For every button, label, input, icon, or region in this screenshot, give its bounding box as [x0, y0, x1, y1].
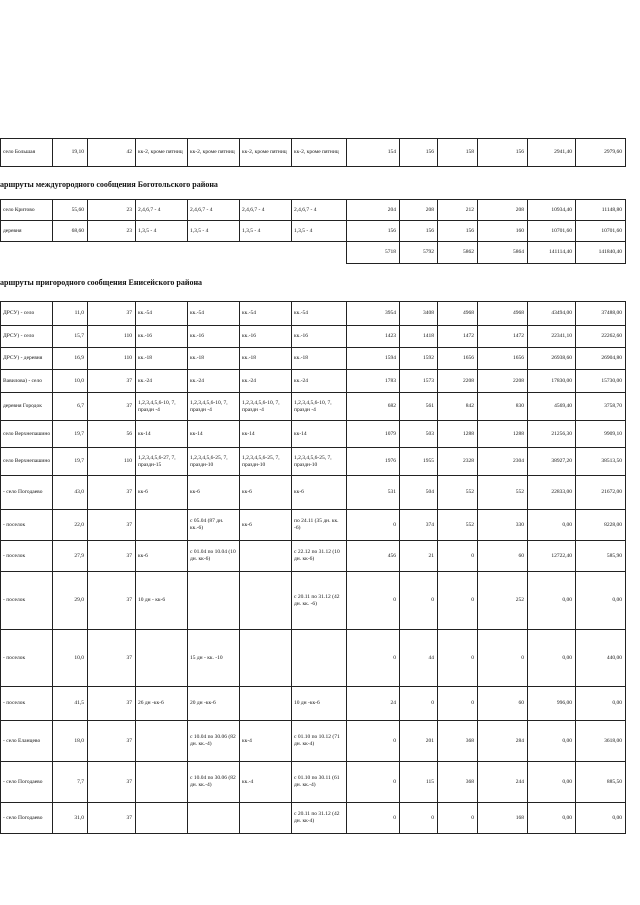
table-cell: 12722,40 — [528, 541, 576, 572]
table-cell: 15,7 — [53, 326, 88, 348]
total-cell: 5864 — [478, 242, 528, 264]
table-cell: 2,4,6,7 - 4 — [188, 200, 240, 221]
table-cell: 374 — [400, 510, 438, 541]
table-cell: 37 — [88, 803, 136, 834]
table-cell: 1656 — [438, 348, 478, 370]
table-cell: 552 — [478, 476, 528, 510]
table-row — [1, 541, 626, 572]
table-cell: 10 дн - кк-6 — [136, 572, 188, 630]
table-cell: 4968 — [438, 302, 478, 326]
table-cell: 1592 — [400, 348, 438, 370]
total-cell: 5718 — [347, 242, 400, 264]
table-row — [1, 687, 626, 721]
table-cell: 440,00 — [576, 630, 626, 687]
table-cell: 24 — [347, 687, 400, 721]
table-cell — [136, 762, 188, 803]
route-name-cell: - поселок — [1, 541, 53, 572]
table-cell: 252 — [478, 572, 528, 630]
table-cell: 10934,40 — [528, 200, 576, 221]
table-cell: с 01.04 по 10.04 (10 дн. кк-6) — [188, 541, 240, 572]
table-cell: 115 — [400, 762, 438, 803]
table-cell: 156 — [478, 139, 528, 167]
table-cell: 110 — [88, 448, 136, 476]
table-cell: 41,5 — [53, 687, 88, 721]
table-cell: с 05.04 (87 дн. кк.-6) — [188, 510, 240, 541]
table-row — [1, 630, 626, 687]
table-cell: 37488,00 — [576, 302, 626, 326]
table-cell: 1,2,3,4,5,6-27, 7, праздн-15 — [136, 448, 188, 476]
table-cell: 1,2,3,4,5,6-25, 7, праздн-10 — [292, 448, 347, 476]
table-cell: 682 — [347, 393, 400, 421]
total-cell: 141840,40 — [576, 242, 626, 264]
table-cell: 3618,00 — [576, 721, 626, 762]
table-cell: кк.-16 — [188, 326, 240, 348]
table-cell: 9909,10 — [576, 421, 626, 448]
table-cell: 0,00 — [576, 803, 626, 834]
table-cell: с 10.04 по 30.06 (82 дн. кк.-4) — [188, 721, 240, 762]
table-cell: 368 — [438, 721, 478, 762]
totals-row — [1, 242, 626, 264]
table-cell: 208 — [400, 200, 438, 221]
table-cell: кк-2, кроме пятниц — [188, 139, 240, 167]
table-cell: 1573 — [400, 370, 438, 393]
route-name-cell: ДРСУ) - деревня — [1, 348, 53, 370]
route-name-cell: - село Погодаево — [1, 476, 53, 510]
table-cell: кк.-16 — [240, 326, 292, 348]
table-cell: 561 — [400, 393, 438, 421]
table-cell: 2208 — [438, 370, 478, 393]
table-cell: 2941,40 — [528, 139, 576, 167]
table-cell: кк.-18 — [136, 348, 188, 370]
table-cell: 4569,40 — [528, 393, 576, 421]
table-cell: 44 — [400, 630, 438, 687]
table-cell: 37 — [88, 572, 136, 630]
table-cell: 204 — [347, 200, 400, 221]
table-cell: 4968 — [478, 302, 528, 326]
table-cell: 42 — [88, 139, 136, 167]
table-cell: 503 — [400, 421, 438, 448]
table-cell: 27,9 — [53, 541, 88, 572]
table-cell: 26938,60 — [528, 348, 576, 370]
table-cell: кк.-16 — [136, 326, 188, 348]
table-cell — [240, 541, 292, 572]
table-cell: 2979,60 — [576, 139, 626, 167]
table-cell: 156 — [438, 221, 478, 242]
table-cell: 37 — [88, 510, 136, 541]
table-cell: 168 — [478, 803, 528, 834]
table-cell: 1,2,3,4,5,6-10, 7, праздн -4 — [240, 393, 292, 421]
table-cell: 43,0 — [53, 476, 88, 510]
table-cell: 3954 — [347, 302, 400, 326]
table-cell: 0 — [347, 803, 400, 834]
table-cell: кк-6 — [136, 541, 188, 572]
table-cell: 1079 — [347, 421, 400, 448]
table-cell: 23 — [88, 221, 136, 242]
table-cell: кк.-18 — [188, 348, 240, 370]
table-cell: 0 — [347, 630, 400, 687]
table-cell: 0 — [347, 510, 400, 541]
table-row — [1, 421, 626, 448]
section3-heading: аршруты пригородного сообщения Енисейского района — [0, 278, 203, 287]
route-name-cell: село Верхнепашино — [1, 421, 53, 448]
table-cell: 22341,10 — [528, 326, 576, 348]
table-cell: кк.-54 — [188, 302, 240, 326]
table-cell — [136, 803, 188, 834]
table-cell: 1,3,5 - 4 — [136, 221, 188, 242]
table-cell: 1976 — [347, 448, 400, 476]
table-row — [1, 326, 626, 348]
table-cell — [136, 510, 188, 541]
table-cell: 110 — [88, 326, 136, 348]
table-cell: 60 — [478, 541, 528, 572]
route-name-cell: Вавилова) - село — [1, 370, 53, 393]
table-cell — [292, 630, 347, 687]
table-row — [1, 572, 626, 630]
table-cell: 1423 — [347, 326, 400, 348]
table-cell: 0 — [478, 630, 528, 687]
table-cell: 10701,60 — [576, 221, 626, 242]
table-cell: 1,3,5 - 4 — [292, 221, 347, 242]
table-cell: 22262,60 — [576, 326, 626, 348]
table-cell — [240, 687, 292, 721]
table-cell: 16,9 — [53, 348, 88, 370]
table-cell: 0,00 — [576, 687, 626, 721]
table-cell: с 10.04 по 30.06 (82 дн. кк.-4) — [188, 762, 240, 803]
table-cell: 1472 — [438, 326, 478, 348]
table-cell: 2208 — [478, 370, 528, 393]
table-cell: 31,0 — [53, 803, 88, 834]
table-cell: 60 — [478, 687, 528, 721]
table-row — [1, 510, 626, 541]
table-cell: 38513,50 — [576, 448, 626, 476]
table-cell: 830 — [478, 393, 528, 421]
table-cell: кк-4 — [240, 721, 292, 762]
table-row — [1, 803, 626, 834]
table-row — [1, 448, 626, 476]
table-cell: 1656 — [478, 348, 528, 370]
table-cell: 8228,00 — [576, 510, 626, 541]
table-cell: с 01.10 по 30.11 (61 дн. кк.-4) — [292, 762, 347, 803]
table-row — [1, 200, 626, 221]
table-cell: 11148,80 — [576, 200, 626, 221]
table-row — [1, 348, 626, 370]
table-cell: 996,00 — [528, 687, 576, 721]
route-name-cell: ДРСУ) - село — [1, 326, 53, 348]
table-cell: 20 дн -кк-6 — [188, 687, 240, 721]
table-row — [1, 762, 626, 803]
table-cell: 37 — [88, 721, 136, 762]
table-cell: 43494,00 — [528, 302, 576, 326]
table-cell: 212 — [438, 200, 478, 221]
table-cell: 158 — [438, 139, 478, 167]
table-section2 — [0, 199, 626, 264]
table-cell: 1955 — [400, 448, 438, 476]
table-cell: 0 — [347, 721, 400, 762]
table-cell: кк-2, кроме пятниц — [240, 139, 292, 167]
table-cell: 37 — [88, 302, 136, 326]
table-cell: 2304 — [478, 448, 528, 476]
table-cell: 21672,00 — [576, 476, 626, 510]
table-cell: кк.-24 — [292, 370, 347, 393]
table-cell: 37 — [88, 370, 136, 393]
table-cell: 1,3,5 - 4 — [240, 221, 292, 242]
table-cell: 0,00 — [528, 721, 576, 762]
table-cell: 885,50 — [576, 762, 626, 803]
table-cell: кк.-4 — [240, 762, 292, 803]
table-cell: 154 — [347, 139, 400, 167]
table-cell: 19,7 — [53, 448, 88, 476]
route-name-cell: деревня Городок — [1, 393, 53, 421]
table-cell: 842 — [438, 393, 478, 421]
table-cell — [136, 721, 188, 762]
table-cell: 23 — [88, 200, 136, 221]
table-row — [1, 221, 626, 242]
route-name-cell: - село Еланцево — [1, 721, 53, 762]
table-cell: 6,7 — [53, 393, 88, 421]
table-cell: 160 — [478, 221, 528, 242]
table-cell: кк-14 — [292, 421, 347, 448]
table-cell: 0,00 — [528, 510, 576, 541]
total-cell: 5862 — [438, 242, 478, 264]
table-cell: 284 — [478, 721, 528, 762]
table-cell: 10701,60 — [528, 221, 576, 242]
table-cell: 56 — [88, 421, 136, 448]
table-cell: 208 — [478, 200, 528, 221]
table-cell: 19,10 — [53, 139, 88, 167]
route-name-cell: - поселок — [1, 630, 53, 687]
table-cell: кк.-54 — [292, 302, 347, 326]
table-cell: 1288 — [438, 421, 478, 448]
table-cell: 37 — [88, 476, 136, 510]
table-cell: кк.-18 — [240, 348, 292, 370]
table-cell: кк-6 — [188, 476, 240, 510]
table-cell: кк-6 — [292, 476, 347, 510]
table-cell: 11,0 — [53, 302, 88, 326]
table-cell: по 24.11 (35 дн. кк. -6) — [292, 510, 347, 541]
route-name-cell: - поселок — [1, 572, 53, 630]
table-cell — [240, 572, 292, 630]
table-cell: 1,3,5 - 4 — [188, 221, 240, 242]
table-cell: 10,0 — [53, 370, 88, 393]
table-cell: 37 — [88, 541, 136, 572]
route-name-cell: село Критово — [1, 200, 53, 221]
table-cell: 0 — [347, 572, 400, 630]
table-cell: кк.-54 — [136, 302, 188, 326]
table-cell: 26 дн -кк-6 — [136, 687, 188, 721]
table-cell: 22833,00 — [528, 476, 576, 510]
route-name-cell: - село Погодаево — [1, 803, 53, 834]
table-cell: 3408 — [400, 302, 438, 326]
table-cell: 0 — [400, 572, 438, 630]
table-cell — [188, 803, 240, 834]
total-cell: 5792 — [400, 242, 438, 264]
table-cell: 0,00 — [576, 572, 626, 630]
table-cell: 68,60 — [53, 221, 88, 242]
table-cell: 244 — [478, 762, 528, 803]
table-cell: 38927,20 — [528, 448, 576, 476]
table-cell — [240, 803, 292, 834]
table-cell: кк-14 — [136, 421, 188, 448]
table-cell: кк-6 — [240, 476, 292, 510]
table-cell: с 20.11 по 31.12 (42 дн. кк. -6) — [292, 572, 347, 630]
table-cell: 29,0 — [53, 572, 88, 630]
table-cell: 15730,00 — [576, 370, 626, 393]
table-cell: 1,2,3,4,5,6-10, 7, праздн -4 — [136, 393, 188, 421]
route-name-cell: - село Погодаево — [1, 762, 53, 803]
table-row — [1, 139, 626, 167]
table-cell: с 20.11 по 31.12 (42 дн. кк-4) — [292, 803, 347, 834]
table-cell: 1,2,3,4,5,6-10, 7, праздн -4 — [292, 393, 347, 421]
table-row — [1, 476, 626, 510]
route-name-cell: - поселок — [1, 687, 53, 721]
table-cell: кк-6 — [240, 510, 292, 541]
table-cell: 1,2,3,4,5,6-10, 7, праздн -4 — [188, 393, 240, 421]
table-cell: 2,4,6,7 - 4 — [292, 200, 347, 221]
table-cell: 2,4,6,7 - 4 — [240, 200, 292, 221]
table-cell: 10 дн -кк-6 — [292, 687, 347, 721]
table-cell: кк-6 — [136, 476, 188, 510]
table-cell: 19,7 — [53, 421, 88, 448]
table-cell: 110 — [88, 348, 136, 370]
table-cell: 456 — [347, 541, 400, 572]
table-row — [1, 302, 626, 326]
table-cell: 552 — [438, 510, 478, 541]
table-cell: 2328 — [438, 448, 478, 476]
table-cell: 0,00 — [528, 803, 576, 834]
table-cell — [240, 630, 292, 687]
table-cell: 0 — [400, 803, 438, 834]
table-cell: кк.-54 — [240, 302, 292, 326]
table-cell: 156 — [400, 139, 438, 167]
table-cell: 0 — [438, 572, 478, 630]
table-cell: 37 — [88, 687, 136, 721]
table-cell: 21256,30 — [528, 421, 576, 448]
table-cell: 37 — [88, 762, 136, 803]
table-cell: кк.-24 — [136, 370, 188, 393]
table-cell: 1472 — [478, 326, 528, 348]
table-cell: кк-14 — [188, 421, 240, 448]
table-cell: 10,0 — [53, 630, 88, 687]
route-name-cell: ДРСУ) - село — [1, 302, 53, 326]
table-cell: 0 — [438, 687, 478, 721]
table-cell: 156 — [400, 221, 438, 242]
table-cell: 17830,00 — [528, 370, 576, 393]
table-cell: кк-2, кроме пятниц — [292, 139, 347, 167]
table-cell: с 01.10 по 10.12 (71 дн. кк-4) — [292, 721, 347, 762]
table-cell: 22,0 — [53, 510, 88, 541]
table-cell: 26904,80 — [576, 348, 626, 370]
table-cell: 2,4,6,7 - 4 — [136, 200, 188, 221]
table-cell: 531 — [347, 476, 400, 510]
table-cell: 1,2,3,4,5,6-25, 7, праздн-10 — [240, 448, 292, 476]
table-cell: 368 — [438, 762, 478, 803]
table-cell: кк-14 — [240, 421, 292, 448]
table-cell: 1594 — [347, 348, 400, 370]
table-cell: 504 — [400, 476, 438, 510]
table-cell: кк-2, кроме пятниц — [136, 139, 188, 167]
table-cell: 0,00 — [528, 572, 576, 630]
table-cell: 201 — [400, 721, 438, 762]
table-section1 — [0, 138, 626, 167]
table-cell: 1288 — [478, 421, 528, 448]
table-cell: 1418 — [400, 326, 438, 348]
table-cell: 330 — [478, 510, 528, 541]
route-name-cell: - поселок — [1, 510, 53, 541]
table-cell: 1783 — [347, 370, 400, 393]
table-row — [1, 370, 626, 393]
route-name-cell: село Верхнепашино — [1, 448, 53, 476]
table-cell: 55,60 — [53, 200, 88, 221]
table-cell: 1,2,3,4,5,6-25, 7, праздн-10 — [188, 448, 240, 476]
table-section3 — [0, 301, 626, 834]
table-cell: 3758,70 — [576, 393, 626, 421]
table-cell: 156 — [347, 221, 400, 242]
table-cell: кк.-16 — [292, 326, 347, 348]
table-cell: 0,00 — [528, 762, 576, 803]
table-cell — [188, 572, 240, 630]
table-cell: 15 дн - кк. -10 — [188, 630, 240, 687]
table-row — [1, 721, 626, 762]
table-cell: кк.-24 — [188, 370, 240, 393]
table-cell: 552 — [438, 476, 478, 510]
route-name-cell: деревня — [1, 221, 53, 242]
route-name-cell: село Большая — [1, 139, 53, 167]
table-cell: 0,00 — [528, 630, 576, 687]
table-cell: 37 — [88, 630, 136, 687]
table-cell: 0 — [438, 803, 478, 834]
table-cell: кк.-24 — [240, 370, 292, 393]
table-cell: 0 — [400, 687, 438, 721]
table-cell: с 22.12 по 31.12 (10 дн. кк-6) — [292, 541, 347, 572]
table-cell: 21 — [400, 541, 438, 572]
table-cell: 585,90 — [576, 541, 626, 572]
table-cell: кк.-18 — [292, 348, 347, 370]
table-row — [1, 393, 626, 421]
table-cell — [136, 630, 188, 687]
table-cell: 37 — [88, 393, 136, 421]
table-cell: 7,7 — [53, 762, 88, 803]
table-cell: 18,0 — [53, 721, 88, 762]
table-cell: 0 — [347, 762, 400, 803]
total-cell: 141114,40 — [528, 242, 576, 264]
table-cell: 0 — [438, 630, 478, 687]
table-cell: 0 — [438, 541, 478, 572]
section2-heading: аршруты междугородного сообщения Боготольского района — [0, 180, 218, 189]
